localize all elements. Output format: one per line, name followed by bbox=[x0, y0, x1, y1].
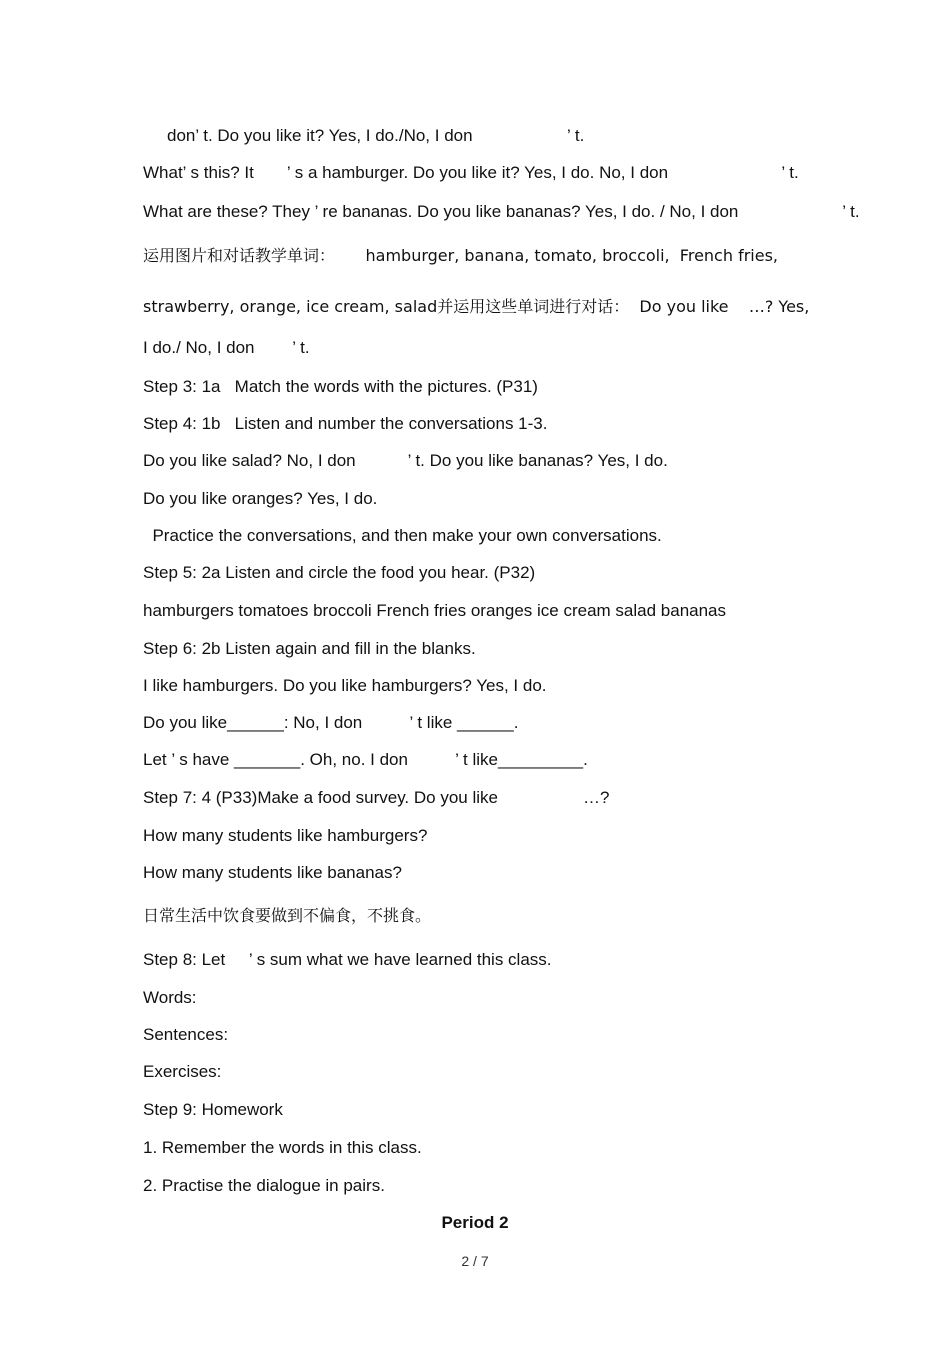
text-line-19: How many students like hamburgers? bbox=[143, 826, 428, 845]
text-line-2: What’ s this? It ’ s a hamburger. Do you like it? Yes, I do. No, I don ’ t. bbox=[143, 163, 799, 182]
sentences-label: Sentences: bbox=[143, 1025, 229, 1044]
text-line-6: I do./ No, I don ’ t. bbox=[143, 338, 310, 357]
step-3-line: Step 3: 1a Match the words with the pictures. (P31) bbox=[143, 377, 538, 396]
text-line-21: 日常生活中饮食要做到不偏食，不挑食。 bbox=[143, 906, 432, 925]
text-line-9: Do you like salad? No, I don ’ t. Do you like bananas? Yes, I do. bbox=[143, 451, 668, 470]
text-line-10: Do you like oranges? Yes, I do. bbox=[143, 489, 378, 508]
words-label: Words: bbox=[143, 988, 197, 1007]
text-line-1: don’ t. Do you like it? Yes, I do./No, I don ’ t. bbox=[167, 126, 585, 145]
step-4-line: Step 4: 1b Listen and number the conversations 1-3. bbox=[143, 414, 548, 433]
homework-item-2: 2. Practise the dialogue in pairs. bbox=[143, 1176, 385, 1195]
homework-item-1: 1. Remember the words in this class. bbox=[143, 1138, 422, 1157]
page-number: 2 / 7 bbox=[461, 1253, 489, 1269]
step-6-line: Step 6: 2b Listen again and fill in the blanks. bbox=[143, 639, 476, 658]
text-line-20: How many students like bananas? bbox=[143, 863, 402, 882]
step-9-line: Step 9: Homework bbox=[143, 1100, 283, 1119]
text-line-11: Practice the conversations, and then make your own conversations. bbox=[143, 526, 662, 545]
food-list-line: hamburgers tomatoes broccoli French fries oranges ice cream salad bananas bbox=[143, 601, 727, 620]
period-title: Period 2 bbox=[441, 1213, 509, 1232]
step-7-line: Step 7: 4 (P33)Make a food survey. Do you like …? bbox=[143, 788, 610, 807]
text-line-3: What are these? They ’ re bananas. Do you like bananas? Yes, I do. / No, I don ’ t. bbox=[143, 202, 860, 221]
text-line-5: strawberry, orange, ice cream, salad并运用这些单词进行对话： Do you like …? Yes, bbox=[143, 297, 810, 316]
text-line-4: 运用图片和对话教学单词： hamburger, banana, tomato, broccoli, French fries, bbox=[143, 246, 779, 265]
step-8-line: Step 8: Let ’ s sum what we have learned this class. bbox=[143, 950, 552, 969]
text-line-15: I like hamburgers. Do you like hamburgers? Yes, I do. bbox=[143, 676, 547, 695]
step-5-line: Step 5: 2a Listen and circle the food you hear. (P32) bbox=[143, 563, 536, 582]
exercises-label: Exercises: bbox=[143, 1062, 222, 1081]
text-line-17: Let ’ s have _______. Oh, no. I don ’ t like_________. bbox=[143, 750, 588, 769]
text-line-16: Do you like______: No, I don ’ t like ______. bbox=[143, 713, 519, 732]
